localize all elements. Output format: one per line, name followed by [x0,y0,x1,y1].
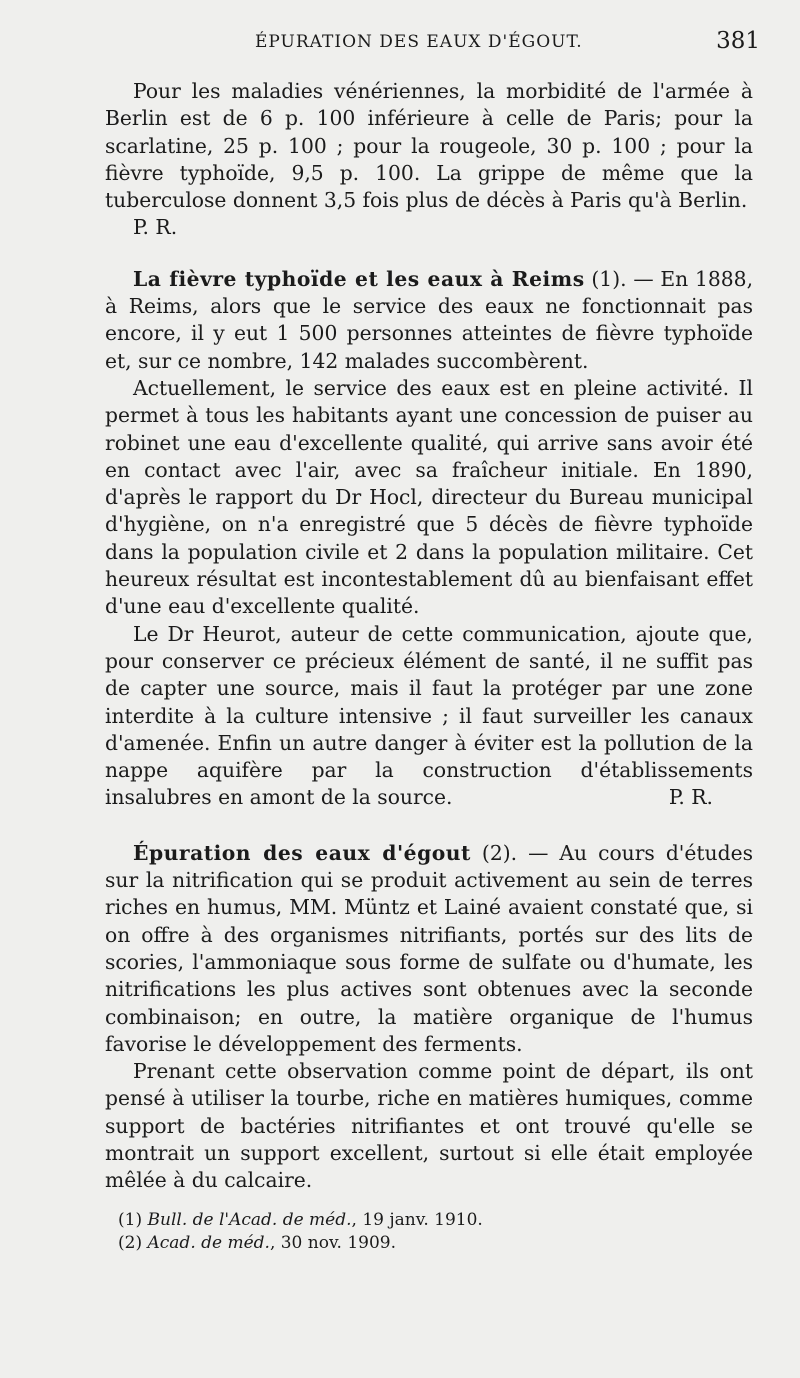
footnote-2: (2) Acad. de méd., 30 nov. 1909. [118,1233,397,1253]
footnote-1-date: , 19 janv. 1910. [351,1210,483,1230]
footnote-ref-1: (1). [591,266,627,291]
footnote-1: (1) Bull. de l'Acad. de méd., 19 janv. 1910. [118,1210,483,1230]
footnote-ref-2: (2). [481,840,518,865]
page-header [255,28,760,54]
paragraph-heurot-text: Le Dr Heurot, auteur de cette communication, ajoute que, pour conserver ce précieux élément de santé, il ne suffit pas de capter une source, mais il faut la protéger par une zone interdite à la culture intensive ; il faut surveiller les canaux d'amenée. Enfin un autre danger à éviter est la pollution de la nappe aquifère par la construction d'établissements insalubres en amont de la source. [105,621,753,810]
paragraph-heurot [105,621,753,812]
signature-1: P. R. [133,215,178,240]
section-reims [105,266,753,375]
footnote-2-source: Acad. de méd. [147,1233,270,1253]
paragraph-service-eaux: Actuellement, le service des eaux est en pleine activité. Il permet à tous les habitants ayant une concession de puiser au robinet une eau d'excellente qualité, qui arrive sans avoir été en contact avec l'air, avec sa fraîcheur initiale. En 1890, d'après le rapport du Dr Hocl, directeur du Bureau municipal d'hygiène, on n'a enregistré que 5 décès de fièvre typhoïde dans la population civile et 2 dans la population militaire. Cet heureux résultat est incontestablement dû au bienfaisant effet d'une eau d'excellente qualité. [105,375,753,619]
section-epuration-text: — Au cours d'études sur la nitrification qui se produit activement au sein de terres riches en humus, MM. Müntz et Lainé avaient constaté que, si on offre à des organismes nitrifiants, portés sur des lits de scories, l'ammoniaque sous forme de sulfate ou d'humate, les nitrifications les plus actives sont obtenues avec la seconde combinaison; en outre, la matière organique de l'humus favorise le développement des ferments. [105,840,753,1056]
running-title: ÉPURATION DES EAUX D'ÉGOUT. [255,32,583,52]
footnote-2-date: , 30 nov. 1909. [269,1233,397,1253]
spacer [105,242,753,266]
footnotes [118,1209,483,1255]
paragraph-tourbe: Prenant cette observation comme point de départ, ils ont pensé à utiliser la tourbe, riche en matières humiques, comme support de bactéries nitrifiantes et ont trouvé qu'elle se montrait un support excellent, surtout si elle était employée mêlée à du calcaire. [105,1059,753,1193]
spacer [105,812,753,840]
section-title-reims: La fièvre typhoïde et les eaux à Reims [133,266,585,291]
section-epuration [105,840,753,1058]
section-reims-text: — En 1888, à Reims, alors que le service des eaux ne fonctionnait pas encore, il y eut 1 500 personnes atteintes de fièvre typhoïde et, sur ce nombre, 142 malades succombèrent. [105,266,754,373]
page-number: 381 [716,28,760,54]
signature-2: P. R. [668,785,713,810]
page-body [105,78,753,1195]
footnote-1-source: Bull. de l'Acad. de méd. [147,1210,352,1230]
paragraph-morbidity: Pour les maladies vénériennes, la morbidité de l'armée à Berlin est de 6 p. 100 inférieure à celle de Paris; pour la scarlatine, 25 p. 100 ; pour la rougeole, 30 p. 100 ; pour la fièvre typhoïde, 9,5 p. 100. La grippe de même que la tuberculose donnent 3,5 fois plus de décès à Paris qu'à Berlin. [105,79,753,213]
section-title-epuration: Épuration des eaux d'égout [133,840,471,865]
